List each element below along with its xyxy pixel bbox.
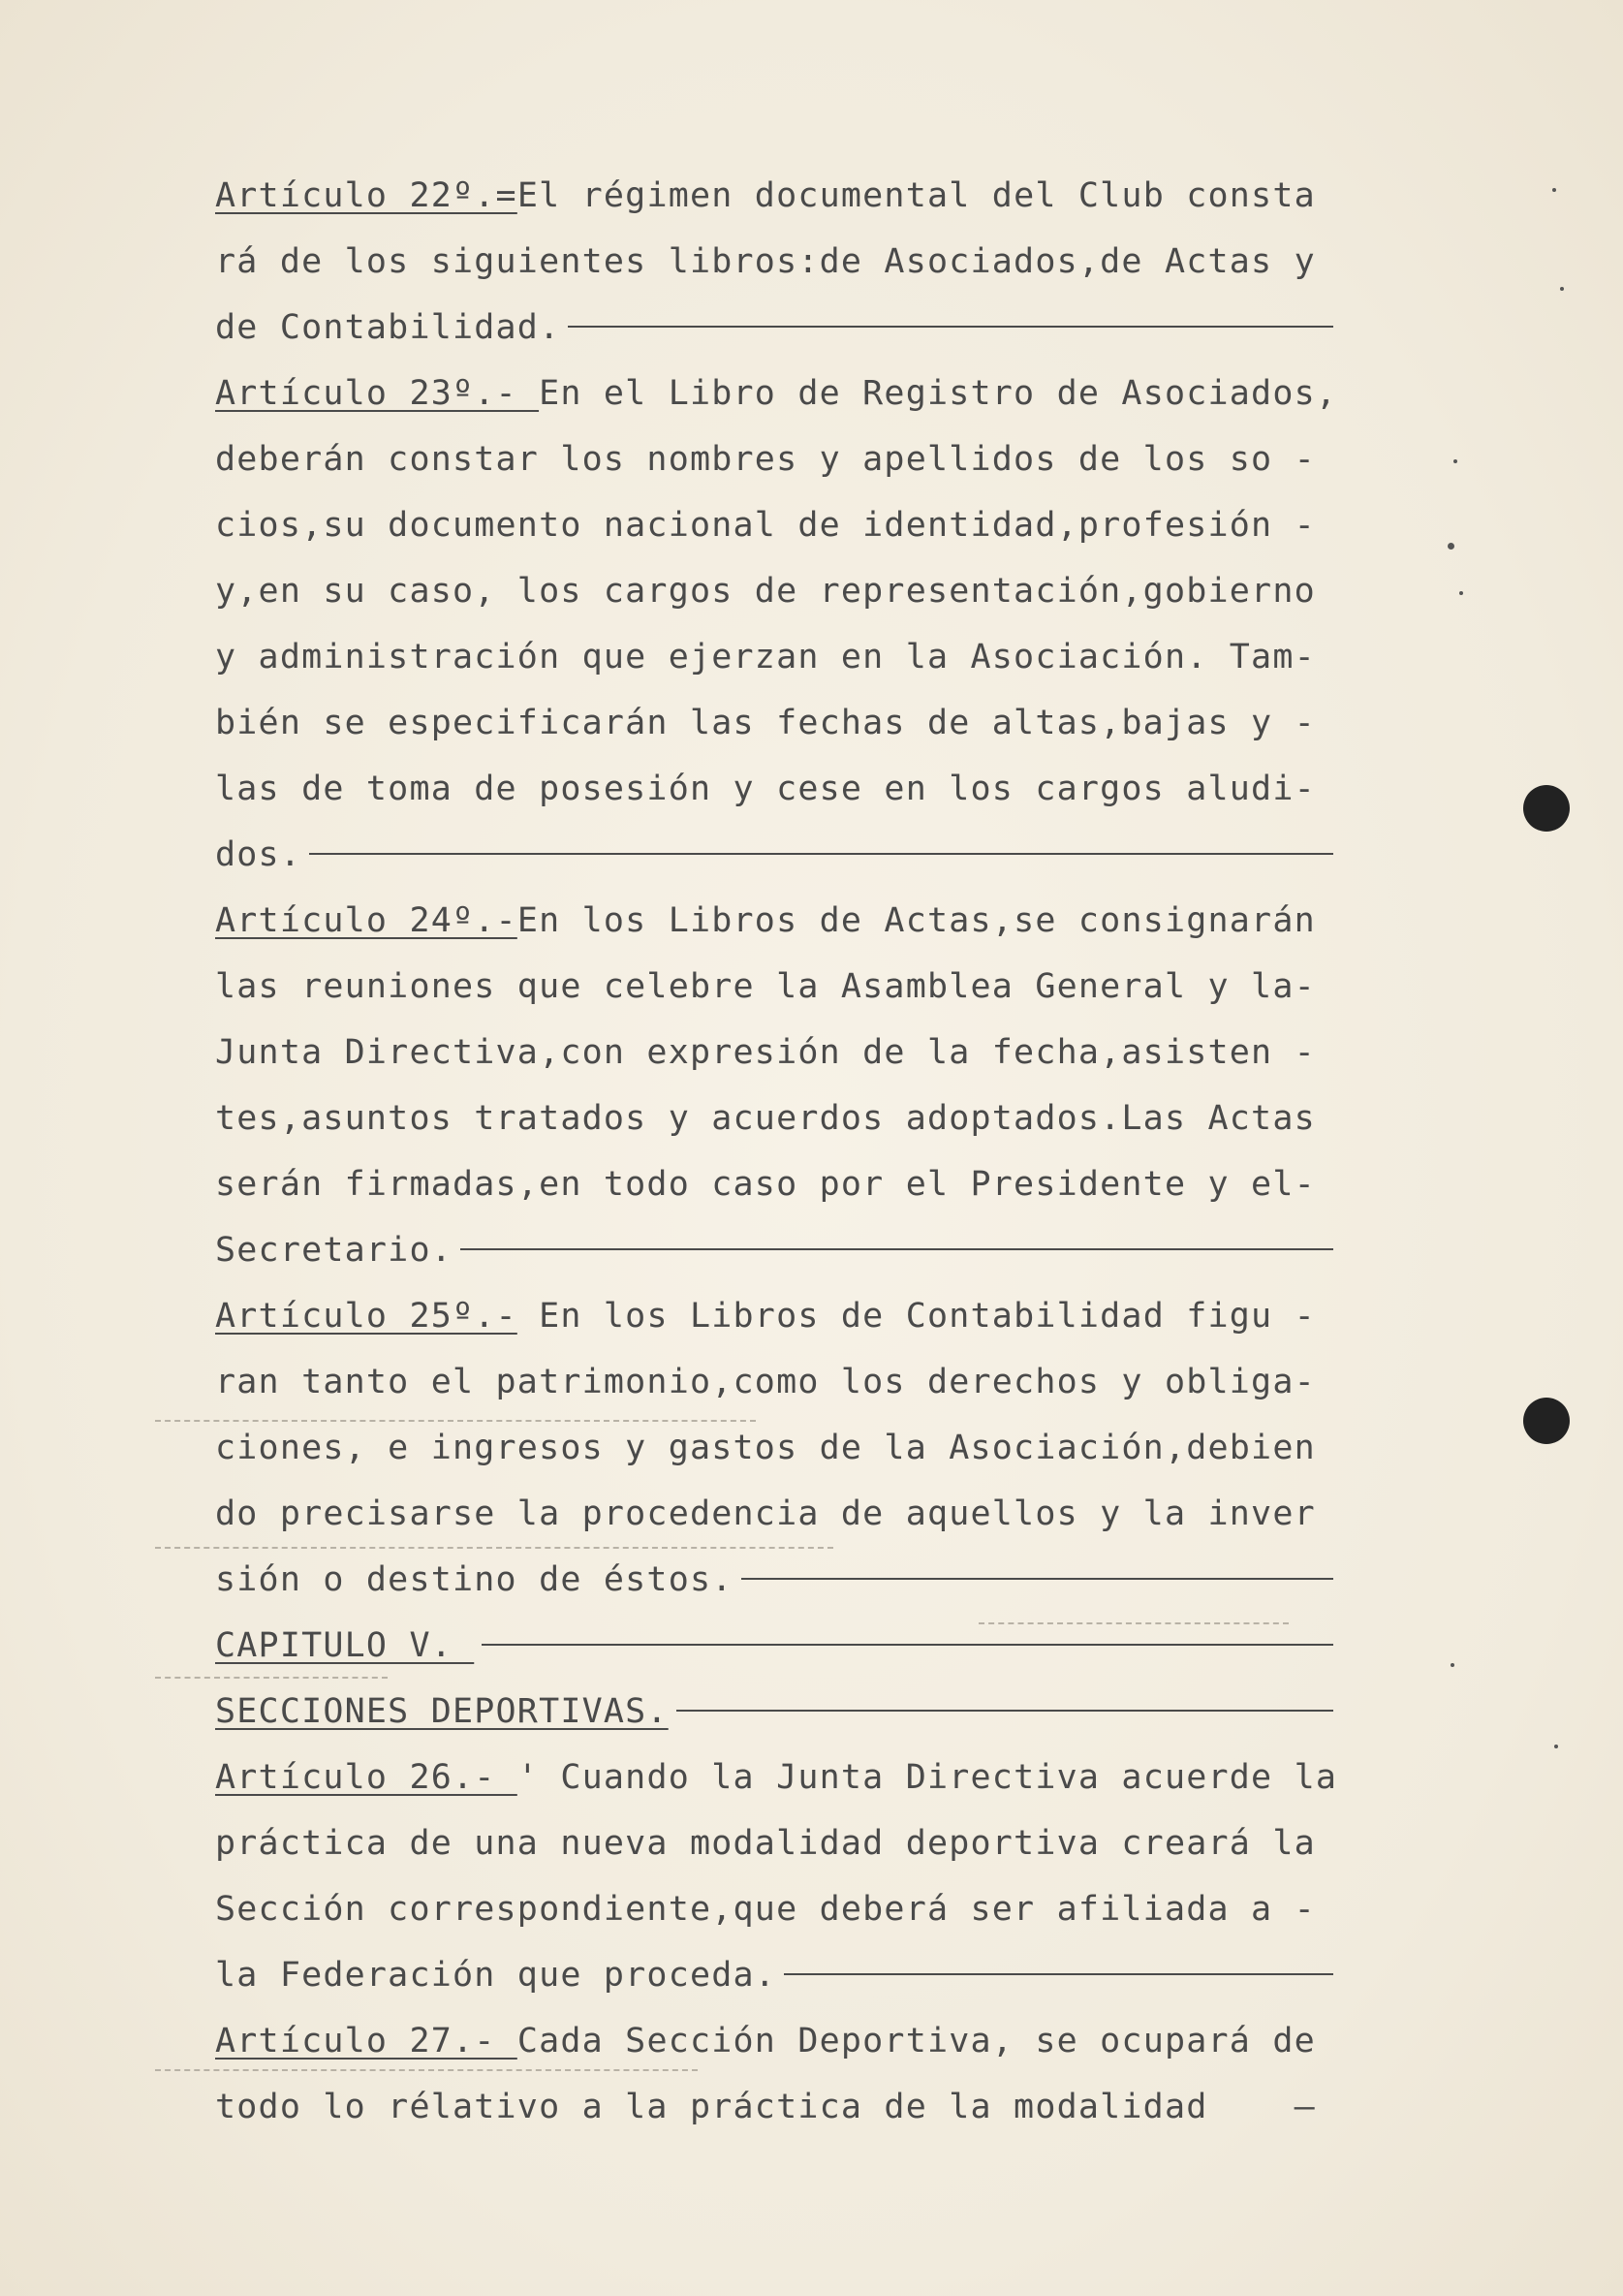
bleed-through-line — [155, 1420, 756, 1423]
text-line — [215, 954, 1358, 1020]
text-line — [215, 1151, 1358, 1217]
line-text: tes,asuntos tratados y acuerdos adoptados.Las Actas — [215, 1099, 1316, 1138]
text-line — [215, 888, 1358, 954]
line-text: rá de los siguientes libros:de Asociados,de Actas y — [215, 242, 1316, 281]
text-line — [215, 2008, 1358, 2074]
heading-label: Artículo 23º.- — [215, 374, 540, 413]
line-text: ciones, e ingresos y gastos de la Asociación,debien — [215, 1429, 1316, 1467]
heading-label: Artículo 25º.- — [215, 1297, 517, 1336]
text-line — [215, 295, 1358, 361]
line-text: práctica de una nueva modalidad deportiva creará la — [215, 1824, 1316, 1863]
text-line — [215, 1745, 1358, 1810]
text-line — [215, 1679, 1358, 1745]
ink-speck — [1451, 1663, 1454, 1667]
line-text: sión o destino de éstos. — [215, 1560, 733, 1599]
line-text: y administración que ejerzan en la Asociación. Tam- — [215, 638, 1316, 676]
text-line — [215, 690, 1358, 756]
fill-rule — [482, 1644, 1333, 1646]
text-line — [215, 2074, 1358, 2140]
text-line — [215, 1217, 1358, 1283]
bleed-through-line — [155, 2069, 698, 2072]
ink-speck — [1560, 287, 1564, 291]
text-line — [215, 361, 1358, 426]
line-text: todo lo rélativo a la práctica de la modalidad — — [215, 2088, 1316, 2126]
line-text: cios,su documento nacional de identidad,profesión - — [215, 506, 1316, 545]
text-line — [215, 1349, 1358, 1415]
fill-rule — [741, 1578, 1333, 1580]
text-line — [215, 1085, 1358, 1151]
line-text: bién se especificarán las fechas de altas,bajas y - — [215, 704, 1316, 742]
line-text: serán firmadas,en todo caso por el Presidente y el- — [215, 1165, 1316, 1204]
text-line — [215, 492, 1358, 558]
ink-speck — [1448, 543, 1454, 550]
line-text: y,en su caso, los cargos de representación,gobierno — [215, 572, 1316, 611]
text-line — [215, 163, 1358, 229]
line-text: Sección correspondiente,que deberá ser afiliada a - — [215, 1890, 1316, 1929]
line-text: ran tanto el patrimonio,como los derechos y obliga- — [215, 1363, 1316, 1401]
statute-text — [215, 163, 1358, 2140]
text-line — [215, 1283, 1358, 1349]
line-text: Cada Sección Deportiva, se ocupará de — [516, 2022, 1316, 2060]
bleed-through-line — [155, 1547, 833, 1550]
ink-blot — [1523, 785, 1570, 832]
heading-label: Artículo 26.- — [215, 1758, 517, 1797]
line-text: de Contabilidad. — [215, 308, 561, 347]
text-line — [215, 1942, 1358, 2008]
fill-rule — [460, 1248, 1333, 1250]
bleed-through-line — [155, 1677, 388, 1680]
heading-label: Artículo 22º.= — [215, 176, 517, 215]
line-text: En los Libros de Actas,se consignarán — [516, 901, 1316, 940]
text-line — [215, 1415, 1358, 1481]
text-line — [215, 558, 1358, 624]
line-text: las de toma de posesión y cese en los cargos aludi- — [215, 770, 1316, 808]
bleed-through-line — [979, 1622, 1289, 1625]
text-line — [215, 426, 1358, 492]
fill-rule — [676, 1710, 1333, 1712]
text-line — [215, 756, 1358, 822]
line-text: las reuniones que celebre la Asamblea General y la- — [215, 967, 1316, 1006]
text-line — [215, 1020, 1358, 1085]
heading-label: SECCIONES DEPORTIVAS. — [215, 1692, 669, 1731]
line-text: En el Libro de Registro de Asociados, — [539, 374, 1338, 413]
heading-label: Artículo 27.- — [215, 2022, 517, 2060]
ink-speck — [1552, 188, 1556, 192]
ink-speck — [1459, 591, 1463, 595]
line-text: Secretario. — [215, 1231, 453, 1270]
ink-blot — [1523, 1398, 1570, 1444]
fill-rule — [784, 1973, 1333, 1975]
line-text: En los Libros de Contabilidad figu - — [516, 1297, 1316, 1336]
text-line — [215, 229, 1358, 295]
line-text: do precisarse la procedencia de aquellos y la inver — [215, 1494, 1316, 1533]
heading-label: CAPITULO V. — [215, 1626, 475, 1665]
text-line — [215, 1876, 1358, 1942]
text-line — [215, 1481, 1358, 1547]
line-text: ' Cuando la Junta Directiva acuerde la — [516, 1758, 1338, 1797]
line-text: deberán constar los nombres y apellidos de los so - — [215, 440, 1316, 479]
line-text: dos. — [215, 835, 302, 874]
line-text: Junta Directiva,con expresión de la fecha,asisten - — [215, 1033, 1316, 1072]
line-text: El régimen documental del Club consta — [516, 176, 1316, 215]
fill-rule — [309, 853, 1333, 855]
text-line — [215, 1547, 1358, 1613]
fill-rule — [568, 326, 1333, 328]
ink-speck — [1554, 1745, 1558, 1748]
text-line — [215, 822, 1358, 888]
text-line — [215, 1810, 1358, 1876]
text-line — [215, 624, 1358, 690]
line-text: la Federación que proceda. — [215, 1956, 777, 1995]
heading-label: Artículo 24º.- — [215, 901, 517, 940]
ink-speck — [1453, 459, 1457, 463]
